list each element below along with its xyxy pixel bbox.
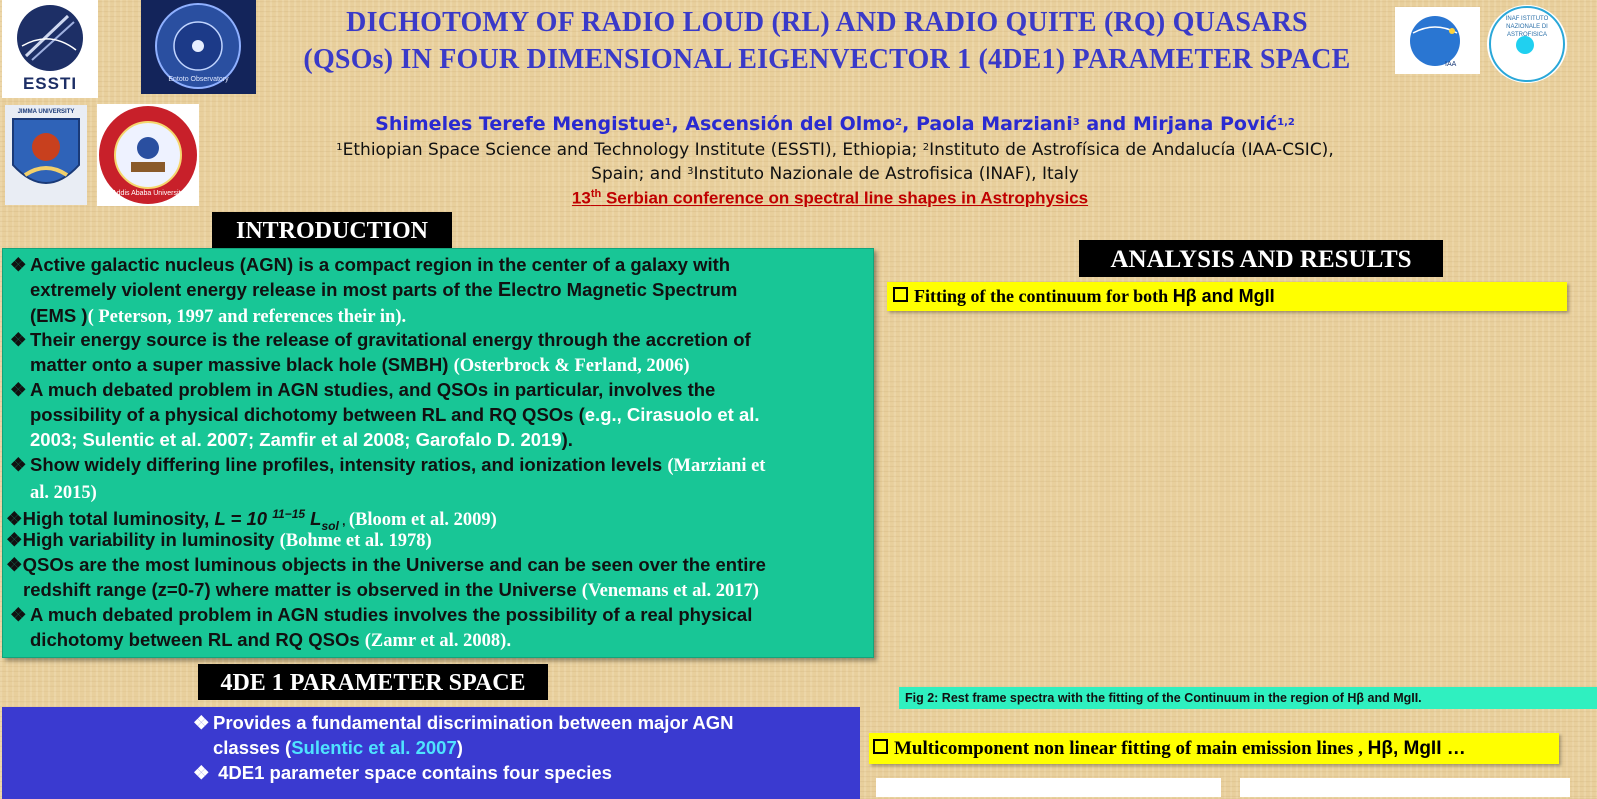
introduction-panel [2, 248, 874, 658]
intro-bullet-8 [10, 602, 752, 654]
conference-sup: th [590, 188, 602, 200]
bullet-icon: ❖ [10, 604, 27, 625]
parameter-space-heading: 4DE 1 PARAMETER SPACE [198, 664, 548, 700]
iaa-logo-text: IAA [1445, 61, 1457, 68]
intro-b2-ref: (Osterbrock & Ferland, 2006) [453, 356, 690, 376]
author-3: Paola Marziani [915, 113, 1073, 135]
multicomponent-fitting-item [873, 738, 1466, 760]
param-p1-l1: Provides a fundamental discrimination between major AGN [213, 712, 734, 733]
figure-2-caption: Fig 2: Rest frame spectra with the fitting of the Continuum in the region of Hβ and MgII. [899, 687, 1597, 709]
bullet-icon: ❖ [10, 254, 27, 275]
affiliations [270, 137, 1400, 185]
intro-b3-ref2: 2003; Sulentic et al. 2007; Zamfir et al 2008; Garofalo D. 2019 [30, 429, 562, 450]
intro-bullet-6 [6, 527, 432, 554]
intro-b1-l2c: lectro Magnetic Spectrum [511, 279, 738, 300]
affil-text-1: Ethiopian Space Science and Technology Institute (ESSTI), Ethiopia; [342, 140, 923, 160]
intro-b5-formula: L = 10 [214, 508, 273, 530]
conference-link[interactable] [400, 188, 1260, 209]
intro-bullet-1 [10, 252, 737, 330]
continuum-fitting-bar [887, 282, 1567, 311]
intro-b1-l2b: E [497, 279, 512, 301]
author-4-sup: 1,2 [1277, 117, 1295, 128]
intro-b4-ref2: al. 2015) [30, 483, 97, 503]
affiliation-line-2 [270, 161, 1400, 185]
param-bullet-1 [193, 710, 734, 760]
intro-b7-ref: (Venemans et al. 2017) [581, 581, 759, 601]
introduction-heading: INTRODUCTION [212, 212, 452, 248]
author-1-sup: 1 [664, 117, 672, 128]
intro-b1-l2a: extremely violent energy release in most parts of the [30, 279, 498, 300]
bullet-icon: ❖ [193, 762, 210, 783]
affil-text-4: Instituto Nazionale de Astrofisica (INAF), Italy [693, 164, 1079, 184]
affiliation-line-1 [270, 137, 1400, 161]
continuum-fitting-item [893, 286, 1275, 307]
intro-b7-l2: redshift range (z=0-7) where matter is observed in the Universe [23, 579, 582, 600]
intro-b1-ref: ( Peterson, 1997 and references their in). [87, 307, 407, 327]
entoto-logo-text: Entoto Observatory [168, 76, 229, 83]
iaa-logo [1395, 7, 1480, 74]
figure-panel-left [876, 778, 1221, 797]
intro-b6-ref: (Bohme et al. 1978) [279, 531, 432, 551]
intro-b3-l3b: ). [561, 429, 573, 450]
continuum-fitting-text: Fitting of the continuum for both [914, 286, 1173, 306]
conference-text: Serbian conference on spectral line shapes in Astrophysics [601, 188, 1089, 208]
affil-sup-2: 2 [922, 142, 930, 153]
param-p1-ref: Sulentic et al. 2007 [291, 737, 457, 758]
jimma-shield [5, 105, 87, 205]
intro-bullet-4 [10, 452, 765, 506]
author-1: Shimeles Terefe Mengistue [375, 113, 665, 135]
bullet-icon: ❖ [6, 529, 23, 550]
intro-b8-end: . [506, 629, 512, 650]
iaa-globe [1395, 7, 1480, 74]
affil-text-2: Instituto de Astrofísica de Andalucía (IAA-CSIC), [929, 140, 1334, 160]
bullet-icon: ❖ [6, 554, 23, 575]
inaf-logo-text: INAF ISTITUTO NAZIONALE DI ASTROFISICA [1505, 16, 1549, 38]
author-2-sup: 2 [895, 117, 903, 128]
jimma-logo-text: JIMMA UNIVERSITY [17, 109, 75, 115]
intro-b5-lsol: L [305, 508, 322, 530]
title-line-1: DICHOTOMY OF RADIO LOUD (RL) AND RADIO QUITE (RQ) QUASARS [346, 7, 1308, 38]
multicomponent-fitting-lines: Hβ, MgII … [1367, 738, 1466, 759]
intro-b5-exp: 11−15 [272, 507, 306, 521]
parameter-space-panel [2, 707, 860, 799]
bullet-icon: ❖ [10, 454, 27, 475]
essti-logo [2, 0, 98, 98]
intro-b5-sub: sol [321, 518, 339, 533]
author-list [280, 113, 1390, 135]
param-p2: 4DE1 parameter space contains four species [213, 762, 612, 783]
bullet-icon: ❖ [10, 329, 27, 350]
intro-b8-l1: A much debated problem in AGN studies involves the possibility of a real physical [30, 604, 753, 625]
addis-ababa-university-logo [97, 104, 199, 206]
checkbox-icon [873, 739, 888, 754]
author-sep: , [671, 113, 686, 135]
figure-panel-right [1240, 778, 1570, 797]
intro-bullet-7 [6, 552, 766, 604]
intro-b2-l2a: matter onto a super massive black hole (SMBH) [30, 354, 454, 375]
intro-b8-l2: dichotomy between RL and RQ QSOs [30, 629, 365, 650]
checkbox-icon [893, 287, 908, 302]
intro-b3-ref1: e.g., Cirasuolo et al. [584, 404, 760, 425]
intro-b2-l1: Their energy source is the release of gravitational energy through the accretion of [30, 329, 751, 350]
inaf-logo [1487, 5, 1567, 83]
essti-logo-text: ESSTI [22, 74, 78, 93]
affil-sup-1: 1 [336, 142, 343, 153]
intro-b3-l1: A much debated problem in AGN studies, and QSOs in particular, involves the [30, 379, 716, 400]
intro-b6-text: High variability in luminosity [22, 529, 280, 550]
intro-b3-l2a: possibility of a physical dichotomy between RL and RQ QSOs ( [30, 404, 585, 425]
intro-bullet-2 [10, 327, 751, 379]
affil-sup-3: 3 [687, 166, 694, 177]
multicomponent-fitting-bar [869, 733, 1559, 764]
intro-bullet-3 [10, 377, 760, 452]
intro-b1-l3a: (EMS ) [30, 305, 88, 326]
bullet-icon: ❖ [193, 712, 210, 733]
title-line-2: (QSOs) IN FOUR DIMENSIONAL EIGENVECTOR 1 (4DE1) PARAMETER SPACE [303, 44, 1351, 75]
author-2: Ascensión del Olmo [685, 113, 896, 135]
conference-number: 13 [571, 188, 591, 208]
intro-b5-comma: , [338, 514, 349, 529]
intro-b5-ref: (Bloom et al. 2009) [348, 510, 497, 531]
analysis-heading: ANALYSIS AND RESULTS [1079, 240, 1443, 277]
param-bullet-2 [193, 760, 612, 785]
jimma-university-logo [5, 105, 87, 205]
author-sep: , [902, 113, 916, 135]
intro-b1-l1: Active galactic nucleus (AGN) is a compact region in the center of a galaxy with [30, 254, 731, 275]
author-4: Mirjana Pović [1132, 113, 1278, 135]
aau-logo-text: Addis Ababa University [112, 190, 184, 197]
bullet-icon: ❖ [10, 379, 27, 400]
param-p1-l2c: ) [456, 737, 463, 758]
bullet-icon: ❖ [6, 508, 23, 530]
multicomponent-fitting-text: Multicomponent non linear fitting of main emission lines , [894, 738, 1368, 759]
continuum-fitting-lines: Hβ and MgII [1172, 286, 1275, 306]
affil-text-3: Spain; and [591, 164, 688, 184]
entoto-observatory-logo [141, 0, 256, 94]
intro-b4-ref: (Marziani et [667, 456, 766, 476]
intro-b4-l1: Show widely differing line profiles, intensity ratios, and ionization levels [30, 454, 668, 475]
intro-b8-ref: (Zamr et al. 2008) [364, 631, 507, 651]
intro-b5-text: High total luminosity, [22, 508, 215, 530]
author-sep: and [1079, 113, 1133, 135]
author-3-sup: 3 [1072, 117, 1080, 128]
param-p1-l2a: classes ( [213, 737, 292, 758]
intro-b7-l1: QSOs are the most luminous objects in the Universe and can be seen over the entire [22, 554, 766, 575]
poster-title [262, 4, 1392, 78]
